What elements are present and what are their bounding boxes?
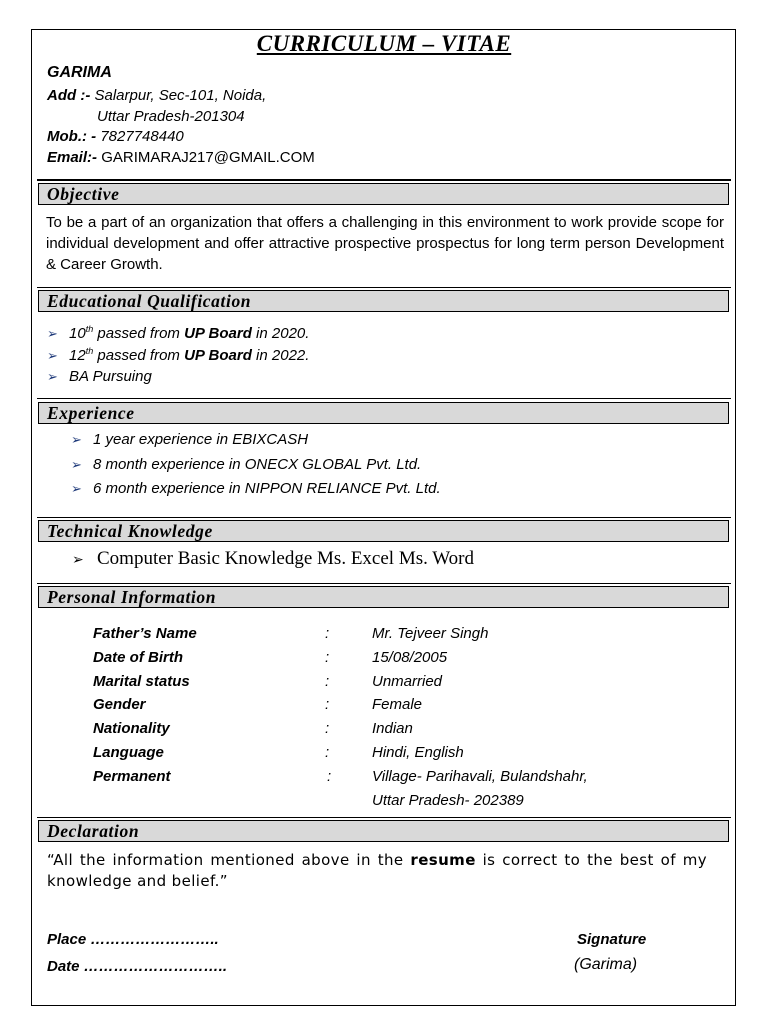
- address-line-1: [47, 87, 266, 104]
- mobile-label: Mob.: -: [47, 128, 97, 145]
- candidate-name: GARIMA: [47, 64, 112, 81]
- personal-heading: Personal Information: [38, 586, 729, 608]
- experience-divider: [37, 398, 731, 399]
- signature-label: Signature: [577, 931, 647, 948]
- arrow-bullet-icon: ➢: [72, 553, 84, 568]
- dob-value: 15/08/2005: [372, 649, 448, 666]
- mobile-line: [47, 128, 184, 145]
- address-label: Add :-: [47, 87, 91, 104]
- permanent-address-value-line-2: Uttar Pradesh- 202389: [372, 792, 524, 809]
- colon: :: [325, 696, 330, 713]
- permanent-address-label: Permanent: [93, 768, 171, 785]
- document-title: CURRICULUM – VITAE: [256, 31, 512, 56]
- place-field: Place ……………………..: [47, 931, 219, 948]
- education-item: ➢ 12th passed from UP Board in 2022.: [47, 346, 310, 364]
- technical-item: ➢ Computer Basic Knowledge Ms. Excel Ms. Word: [72, 548, 475, 569]
- mobile-value: 7827748440: [100, 128, 184, 145]
- education-divider: [37, 287, 731, 288]
- education-heading: Educational Qualification: [38, 290, 729, 312]
- address-value: Salarpur, Sec-101, Noida,: [94, 87, 267, 104]
- colon: :: [325, 744, 330, 761]
- email-value: GARIMARAJ217@GMAIL.COM: [101, 149, 315, 166]
- education-item: ➢ BA Pursuing: [47, 368, 152, 385]
- experience-item: ➢ 8 month experience in ONECX GLOBAL Pvt. Ltd.: [71, 456, 422, 473]
- header-divider: [37, 179, 731, 181]
- colon: :: [325, 673, 330, 690]
- technical-divider: [37, 517, 731, 518]
- experience-item: ➢ 1 year experience in EBIXCASH: [71, 431, 309, 448]
- education-item: ➢ 10th passed from UP Board in 2020.: [47, 324, 310, 342]
- father-name-label: Father’s Name: [93, 625, 197, 642]
- colon: :: [325, 625, 330, 642]
- gender-label: Gender: [93, 696, 146, 713]
- arrow-bullet-icon: ➢: [47, 348, 58, 363]
- address-line-2: Uttar Pradesh-201304: [97, 108, 245, 125]
- language-value: Hindi, English: [372, 744, 464, 761]
- arrow-bullet-icon: ➢: [47, 326, 58, 341]
- arrow-bullet-icon: ➢: [71, 432, 82, 447]
- arrow-bullet-icon: ➢: [71, 457, 82, 472]
- marital-status-value: Unmarried: [372, 673, 443, 690]
- nationality-value: Indian: [372, 720, 413, 737]
- date-field: Date ………………………..: [47, 958, 228, 975]
- declaration-divider: [37, 817, 731, 818]
- declaration-text: “All the information mentioned above in the resume is correct to the best of my knowledge and belief.”: [47, 851, 707, 890]
- gender-value: Female: [372, 696, 423, 713]
- arrow-bullet-icon: ➢: [71, 481, 82, 496]
- marital-status-label: Marital status: [93, 673, 190, 690]
- permanent-address-value: Village- Parihavali, Bulandshahr,: [372, 768, 588, 785]
- email-line: [47, 149, 315, 166]
- declaration-heading: Declaration: [38, 820, 729, 842]
- father-name-value: Mr. Tejveer Singh: [372, 625, 489, 642]
- colon: :: [327, 768, 332, 785]
- objective-text: To be a part of an organization that offers a challenging in this environment to work provide scope for individual development and offer attractive prospective prospectus for long term person Development & Career Growth.: [46, 214, 724, 273]
- objective-heading: Objective: [38, 183, 729, 205]
- signer-name: (Garima): [574, 956, 638, 973]
- nationality-label: Nationality: [93, 720, 170, 737]
- experience-heading: Experience: [38, 402, 729, 424]
- colon: :: [325, 720, 330, 737]
- language-label: Language: [93, 744, 164, 761]
- colon: :: [325, 649, 330, 666]
- personal-divider: [37, 583, 731, 584]
- dob-label: Date of Birth: [93, 649, 183, 666]
- email-label: Email:-: [47, 149, 98, 166]
- technical-heading: Technical Knowledge: [38, 520, 729, 542]
- experience-item: ➢ 6 month experience in NIPPON RELIANCE Pvt. Ltd.: [71, 480, 441, 497]
- arrow-bullet-icon: ➢: [47, 369, 58, 384]
